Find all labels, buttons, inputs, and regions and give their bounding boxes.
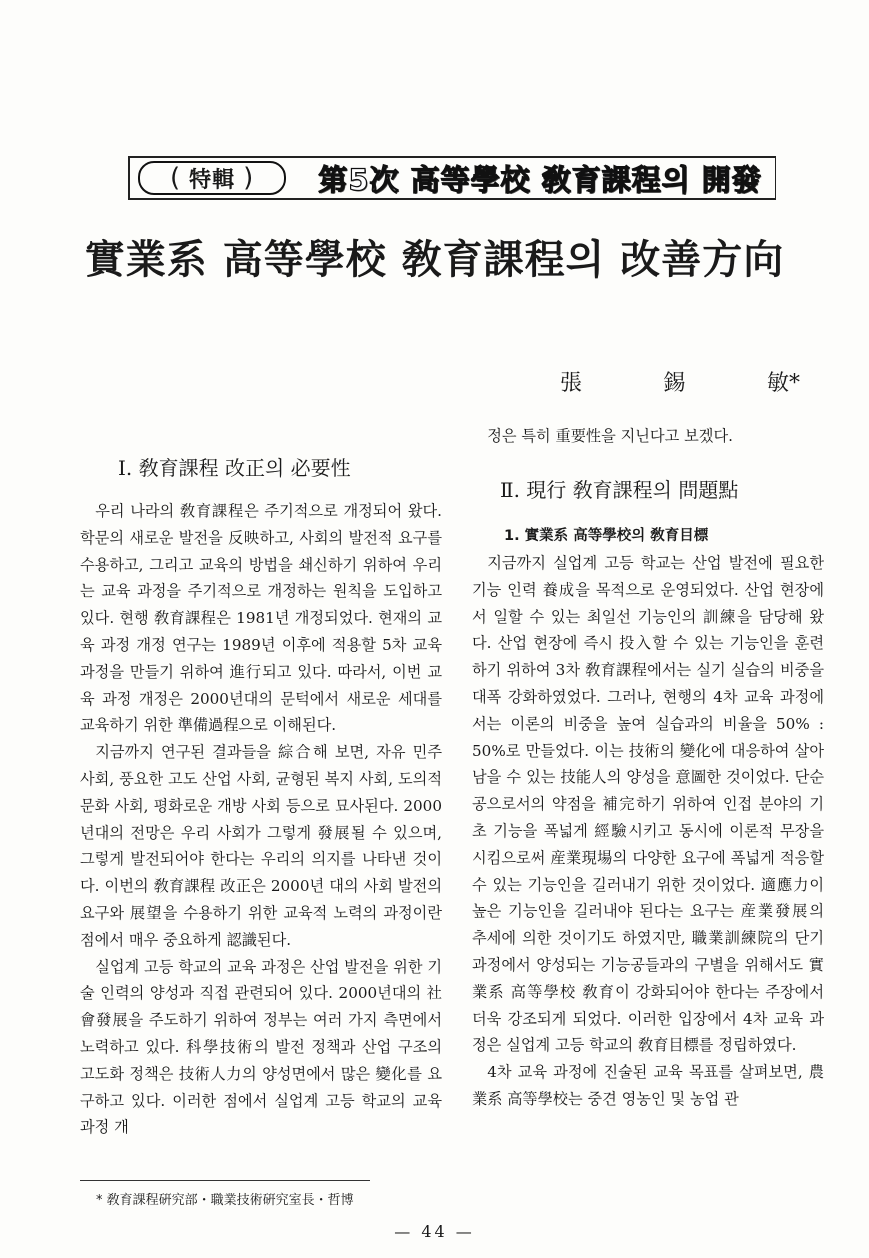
author-char-2: 錫 bbox=[663, 371, 686, 396]
left-paragraph-2: 지금까지 연구된 결과들을 綜合해 보면, 자유 민주 사회, 풍요한 고도 산업 사회, 균형된 복지 사회, 도의적 문화 사회, 평화로운 개방 사회 등으로 묘사된다. 2000년대의 전망은 우리 사회가 그렇게 發展될 수 있으며, 그렇게 발전되어야 한다는 우리의 의지를 나타낸 것이다. 이번의 敎育課程 改正은 2000년 대의 사회 발전의 요구와 展望을 수용하기 위한 교육적 노력의 과정이란 점에서 매우 중요하게 認識된다. bbox=[80, 743, 442, 949]
section-heading-2: Ⅱ. 現行 敎育課程의 問題點 bbox=[500, 478, 739, 502]
feature-label bbox=[138, 161, 286, 195]
open-paren: ( bbox=[170, 163, 182, 193]
footnote: * 敎育課程硏究部・職業技術硏究室長・哲博 bbox=[96, 1193, 354, 1208]
left-column bbox=[80, 498, 442, 1141]
right-continued-text: 정은 특히 重要性을 지닌다고 보겠다. bbox=[487, 427, 733, 445]
right-column-continued bbox=[472, 423, 824, 450]
page-number: — 44 — bbox=[394, 1222, 475, 1241]
right-paragraph-1: 지금까지 실업계 고등 학교는 산업 발전에 필요한 기능 인력 養成을 목적으로 운영되었다. 산업 현장에서 일할 수 있는 최일선 기능인의 訓練을 담당해 왔다. 산업 현장에 즉시 投入할 수 있는 기능인을 훈련하기 위하여 3차 敎育課程에서는 실기 실습의 비중을 대폭 강화하였었다. 그러나, 현행의 4차 교육 과정에서는 이론의 비중을 높여 실습과의 비율을 50% : 50%로 만들었다. 이는 技術의 變化에 대응하여 살아 남을 수 있는 技能人의 양성을 意圖한 것이었다. 단순공으로서의 약점을 補完하기 위하여 인접 분야의 기초 기능을 폭넓게 經驗시키고 동시에 이론적 무장을 시킴으로써 産業現場의 다양한 요구에 폭넓게 적응할 수 있는 기능인을 길러내기 위한 것이었다. 適應力이 높은 기능인을 길러내야 된다는 요구는 産業發展의 추세에 의한 것이기도 하였지만, 職業訓練院의 단기 과정에서 양성되는 기능공들과의 구별을 위해서도 實業系 高等學校 敎育이 강화되어야 한다는 주장에서 더욱 강조되게 되었다. 이러한 입장에서 4차 교육 과정은 실업계 고등 학교의 敎育目標를 정립하였다. bbox=[472, 554, 824, 1055]
author-char-1: 張 bbox=[560, 371, 583, 396]
author-char-3: 敏* bbox=[766, 371, 800, 396]
right-paragraph-2: 4차 교육 과정에 진술된 교육 목표를 살펴보면, 農業系 高等學校는 중견 영농인 및 농업 관 bbox=[472, 1063, 824, 1108]
close-paren: ) bbox=[243, 163, 255, 193]
section-heading-1: Ⅰ. 敎育課程 改正의 必要性 bbox=[118, 456, 351, 480]
feature-label-text: 特輯 bbox=[189, 167, 236, 193]
article-title: 實業系 高等學校 敎育課程의 改善方向 bbox=[84, 236, 785, 283]
left-paragraph-3: 실업계 고등 학교의 교육 과정은 산업 발전을 위한 기술 인력의 양성과 직접 관련되어 있다. 2000년대의 社會發展을 주도하기 위하여 정부는 여러 가지 측면에서 노력하고 있다. 科學技術의 발전 정책과 산업 구조의 고도화 정책은 技術人力의 양성면에서 많은 變化를 요구하고 있다. 이러한 점에서 실업계 고등 학교의 교육 과정 개 bbox=[80, 957, 442, 1137]
feature-banner bbox=[128, 156, 776, 200]
left-paragraph-1: 우리 나라의 敎育課程은 주기적으로 개정되어 왔다. 학문의 새로운 발전을 反映하고, 사회의 발전적 요구를 수용하고, 그리고 교육의 방법을 쇄신하기 위하여 우리는 교육 과정을 주기적으로 개정하는 원칙을 도입하고 있다. 현행 敎育課程은 1981년 개정되었다. 현재의 교육 과정 개정 연구는 1989년 이후에 적용할 5차 교육 과정을 만들기 위하여 進行되고 있다. 따라서, 이번 교육 과정 개정은 2000년대의 문턱에서 새로운 세대를 교육하기 위한 準備過程으로 이해된다. bbox=[80, 502, 442, 735]
feature-title: 第5次 高等學校 敎育課程의 開發 bbox=[318, 162, 762, 197]
subsection-heading: 1. 實業系 高等學校의 敎育目標 bbox=[504, 528, 709, 544]
author-name bbox=[560, 366, 800, 397]
footnote-rule bbox=[80, 1180, 370, 1181]
right-column bbox=[472, 550, 824, 1113]
